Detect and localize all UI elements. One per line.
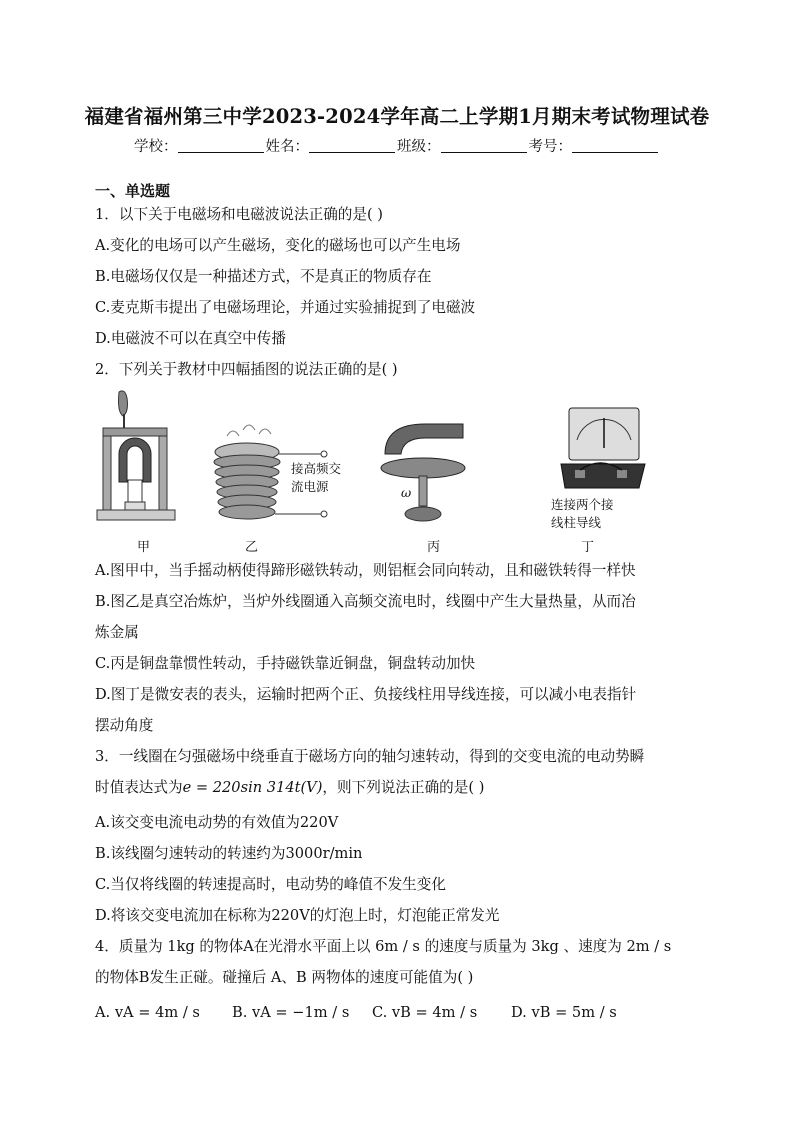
- school-label: 学校：: [134, 139, 178, 155]
- yi-label-line1: 接高频交: [291, 461, 342, 476]
- class-label: 班级：: [397, 139, 441, 155]
- q1-option-a: A.变化的电场可以产生磁场，变化的磁场也可以产生电场: [95, 237, 461, 254]
- q3-option-a: A.该交变电流电动势的有效值为220V: [95, 814, 339, 831]
- q1-option-c: C.麦克斯韦提出了电磁场理论，并通过实验捕捉到了电磁波: [95, 299, 476, 316]
- q2-option-d-line1: D.图丁是微安表的表头，运输时把两个正、负接线柱用导线连接，可以减小电表指针: [95, 686, 637, 703]
- q1-stem: 1．以下关于电磁场和电磁波说法正确的是( ): [95, 206, 384, 223]
- student-info-line: [0, 135, 794, 156]
- q2-option-b-line1: B.图乙是真空冶炼炉，当炉外线圈通入高频交流电时，线圈中产生大量热量，从而冶: [95, 593, 636, 610]
- q3-option-b: B.该线圈匀速转动的转速约为3000r/min: [95, 845, 363, 862]
- q2-figures: [95, 390, 695, 555]
- figure-yi-image: [207, 422, 331, 532]
- q4-option-a: A. vA = 4m / s: [95, 1004, 200, 1021]
- q1-option-b: B.电磁场仅仅是一种描述方式，不是真正的物质存在: [95, 268, 432, 285]
- figure-ding-image: [557, 404, 647, 496]
- q2-option-a: A.图甲中，当手摇动柄使得蹄形磁铁转动，则铝框会同向转动，且和磁铁转得一样快: [95, 562, 636, 579]
- class-blank[interactable]: [441, 138, 527, 153]
- q3-formula: e = 220sin 314t(V): [182, 779, 323, 796]
- q4-option-c: C. vB = 4m / s: [372, 1004, 478, 1021]
- number-blank[interactable]: [572, 138, 658, 153]
- figure-bing-image: [375, 418, 475, 528]
- caption-ding: 丁: [581, 540, 595, 555]
- caption-bing: 丙: [427, 540, 441, 555]
- figure-jia-image: [95, 390, 185, 538]
- q3-option-d: D.将该交变电流加在标称为220V的灯泡上时，灯泡能正常发光: [95, 907, 500, 924]
- ding-label-line1: 连接两个接: [551, 497, 614, 512]
- caption-yi: 乙: [245, 540, 259, 555]
- q3-stem-line2: [95, 778, 484, 798]
- school-blank[interactable]: [178, 138, 264, 153]
- q2-stem: 2．下列关于教材中四幅插图的说法正确的是( ): [95, 361, 398, 378]
- q2-option-b-line2: 炼金属: [95, 624, 139, 641]
- name-blank[interactable]: [309, 138, 395, 153]
- name-label: 姓名：: [265, 139, 309, 155]
- q4-option-b: B. vA = −1m / s: [232, 1004, 350, 1021]
- q4-stem-line1: 4．质量为 1kg 的物体A在光滑水平面上以 6m / s 的速度与质量为 3kg 、速度为 2m / s: [95, 938, 672, 955]
- q3-option-c: C.当仅将线圈的转速提高时，电动势的峰值不发生变化: [95, 876, 446, 893]
- omega-label: ω: [401, 485, 412, 500]
- number-label: 考号：: [528, 139, 572, 155]
- q3-stem-pre: 时值表达式为: [95, 779, 183, 796]
- q3-stem-line1: 3．一线圈在匀强磁场中绕垂直于磁场方向的轴匀速转动，得到的交变电流的电动势瞬: [95, 748, 645, 765]
- q4-option-d: D. vB = 5m / s: [511, 1004, 617, 1021]
- q3-stem-post: ，则下列说法正确的是( ): [322, 779, 485, 796]
- yi-label-line2: 流电源: [291, 479, 329, 494]
- page-title: 福建省福州第三中学2023-2024学年高二上学期1月期末考试物理试卷: [84, 105, 710, 128]
- q2-option-d-line2: 摆动角度: [95, 717, 154, 734]
- ding-label-line2: 线柱导线: [551, 515, 602, 530]
- q4-stem-line2: 的物体B发生正碰。碰撞后 A、B 两物体的速度可能值为( ): [95, 969, 474, 986]
- q2-option-c: C.丙是铜盘靠惯性转动，手持磁铁靠近铜盘，铜盘转动加快: [95, 655, 476, 672]
- q1-option-d: D.电磁波不可以在真空中传播: [95, 330, 286, 347]
- section-heading: 一、单选题: [95, 182, 171, 200]
- caption-jia: 甲: [137, 540, 151, 555]
